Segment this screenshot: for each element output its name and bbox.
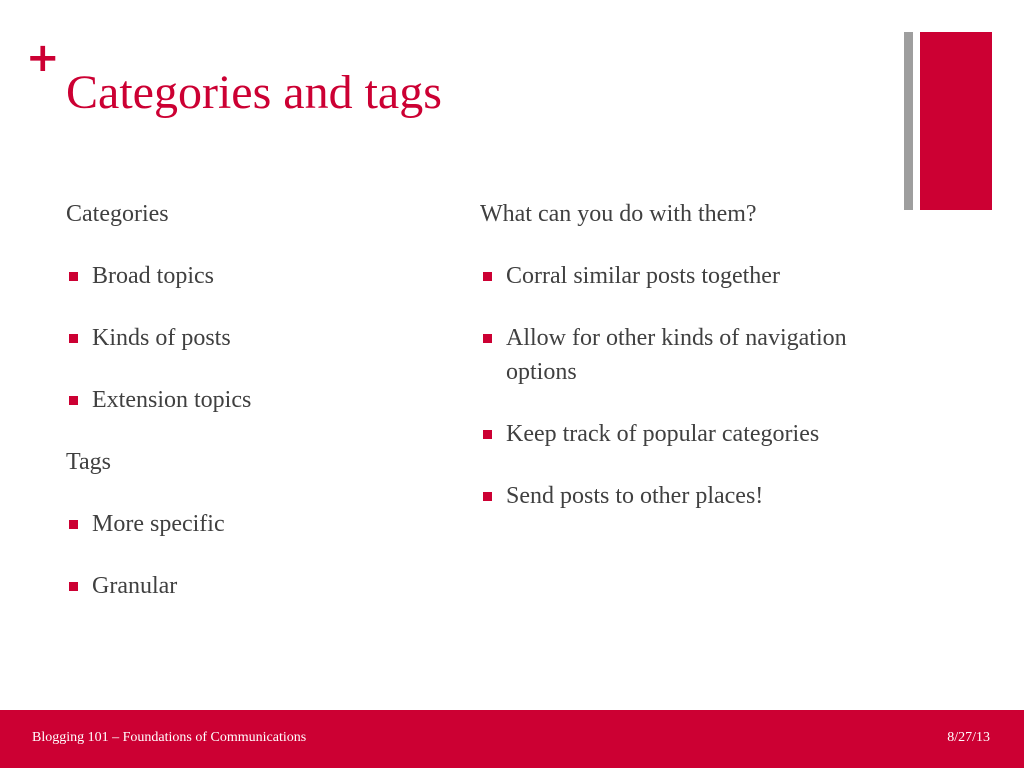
- list-item-text: Corral similar posts together: [506, 263, 780, 289]
- square-bullet-icon: [69, 272, 78, 281]
- categories-list: [66, 259, 446, 417]
- list-item: [480, 259, 890, 293]
- tags-heading: Tags: [66, 449, 111, 475]
- list-item: [480, 417, 890, 451]
- categories-heading: Categories: [66, 201, 169, 227]
- footer-bar: [0, 710, 1024, 768]
- right-column: [480, 197, 890, 541]
- list-item-text: Send posts to other places!: [506, 483, 764, 509]
- square-bullet-icon: [69, 334, 78, 343]
- square-bullet-icon: [483, 492, 492, 501]
- square-bullet-icon: [483, 272, 492, 281]
- footer-presentation-title: Blogging 101 – Foundations of Communications: [32, 730, 307, 745]
- decorative-red-block: [920, 32, 992, 210]
- list-item: [66, 569, 446, 603]
- plus-icon: +: [26, 35, 60, 81]
- list-item-text: Keep track of popular categories: [506, 421, 820, 447]
- tags-list: [66, 507, 446, 603]
- footer-date: 8/27/13: [947, 730, 990, 745]
- list-item-text: Extension topics: [92, 387, 252, 413]
- list-item: [66, 321, 446, 355]
- square-bullet-icon: [69, 582, 78, 591]
- list-item-text: Broad topics: [92, 263, 214, 289]
- square-bullet-icon: [483, 430, 492, 439]
- list-item: [480, 321, 890, 389]
- square-bullet-icon: [483, 334, 492, 343]
- list-item-text: More specific: [92, 511, 225, 537]
- decorative-gray-bar: [904, 32, 913, 210]
- slide-title: Categories and tags: [66, 66, 442, 119]
- list-item-text: Allow for other kinds of navigation options: [506, 325, 847, 385]
- list-item-text: Kinds of posts: [92, 325, 231, 351]
- square-bullet-icon: [69, 396, 78, 405]
- list-item-text: Granular: [92, 573, 178, 599]
- list-item: [66, 259, 446, 293]
- square-bullet-icon: [69, 520, 78, 529]
- list-item: [480, 479, 890, 513]
- list-item: [66, 383, 446, 417]
- uses-list: [480, 259, 890, 513]
- uses-heading: What can you do with them?: [480, 201, 757, 227]
- list-item: [66, 507, 446, 541]
- left-column: [66, 197, 446, 631]
